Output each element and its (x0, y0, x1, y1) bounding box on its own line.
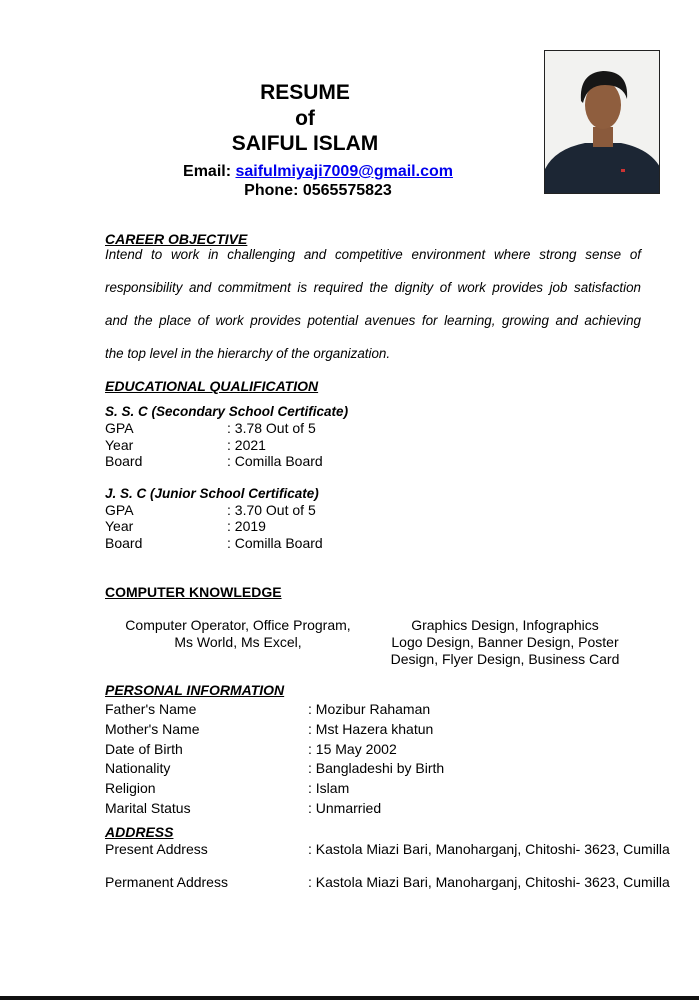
person-photo-icon (545, 51, 660, 194)
computer-skills-left (108, 617, 368, 651)
father-name-label: Father's Name (105, 701, 197, 717)
ssc-year-label: Year (105, 437, 134, 453)
phone-label: Phone: (244, 182, 299, 199)
ssc-board-label: Board (105, 453, 143, 469)
present-address-value: : Kastola Miazi Bari, Manoharganj, Chitoshi- 3623, Cumilla (308, 841, 670, 857)
email-line (0, 163, 636, 181)
computer-skill-left-line-1: Computer Operator, Office Program, (125, 617, 351, 633)
profile-photo (544, 50, 660, 194)
marital-status-label: Marital Status (105, 800, 191, 816)
jsc-title: J. S. C (Junior School Certificate) (105, 486, 319, 501)
resume-title: RESUME (260, 81, 350, 104)
permanent-address-label: Permanent Address (105, 874, 228, 890)
computer-skill-right-line-3: Design, Flyer Design, Business Card (390, 651, 620, 667)
father-name-value: : Mozibur Rahaman (308, 701, 431, 717)
computer-skill-right-line-2: Logo Design, Banner Design, Poster (391, 634, 619, 650)
computer-skills-right (380, 617, 630, 668)
objective-line-4: the top level in the hierarchy of the organization. (105, 346, 391, 361)
personal-info-heading: PERSONAL INFORMATION (105, 682, 285, 698)
phone-line (0, 182, 636, 200)
computer-knowledge-heading: COMPUTER KNOWLEDGE (105, 584, 282, 600)
page-bottom-border (0, 996, 699, 1000)
objective-line-3: and the place of work provides potential avenues for learning, growing and achieving (105, 313, 641, 328)
phone-number: 0565575823 (302, 182, 392, 199)
present-address-label: Present Address (105, 841, 208, 857)
jsc-board-label: Board (105, 535, 143, 551)
permanent-address-value: : Kastola Miazi Bari, Manoharganj, Chitoshi- 3623, Cumilla (308, 874, 670, 890)
mother-name-label: Mother's Name (105, 721, 200, 737)
nationality-label: Nationality (105, 760, 171, 776)
dob-value: : 15 May 2002 (308, 741, 397, 757)
jsc-gpa-value: : 3.70 Out of 5 (227, 502, 316, 518)
title-of: of (295, 107, 315, 130)
candidate-name: SAIFUL ISLAM (231, 132, 379, 155)
computer-skill-left-line-2: Ms World, Ms Excel, (174, 634, 302, 650)
religion-label: Religion (105, 780, 156, 796)
email-label: Email: (183, 163, 232, 180)
ssc-board-value: : Comilla Board (227, 453, 323, 469)
dob-label: Date of Birth (105, 741, 183, 757)
ssc-year-value: : 2021 (227, 437, 266, 453)
marital-status-value: : Unmarried (308, 800, 382, 816)
jsc-gpa-label: GPA (105, 502, 134, 518)
jsc-year-value: : 2019 (227, 518, 266, 534)
ssc-title: S. S. C (Secondary School Certificate) (105, 404, 349, 419)
nationality-value: : Bangladeshi by Birth (308, 760, 445, 776)
jsc-board-value: : Comilla Board (227, 535, 323, 551)
objective-line-1: Intend to work in challenging and competitive environment where strong sense of (105, 247, 641, 262)
jsc-year-label: Year (105, 518, 134, 534)
career-objective-heading: CAREER OBJECTIVE (105, 231, 248, 247)
computer-skill-right-line-1: Graphics Design, Infographics (411, 617, 599, 633)
objective-line-2: responsibility and commitment is required the dignity of work provides job satisfaction (105, 280, 641, 295)
religion-value: : Islam (308, 780, 350, 796)
address-heading: ADDRESS (105, 824, 174, 840)
ssc-gpa-value: : 3.78 Out of 5 (227, 420, 316, 436)
education-heading: EDUCATIONAL QUALIFICATION (105, 378, 319, 394)
ssc-gpa-label: GPA (105, 420, 134, 436)
email-link[interactable]: saifulmiyaji7009@gmail.com (235, 163, 453, 180)
mother-name-value: : Mst Hazera khatun (308, 721, 434, 737)
